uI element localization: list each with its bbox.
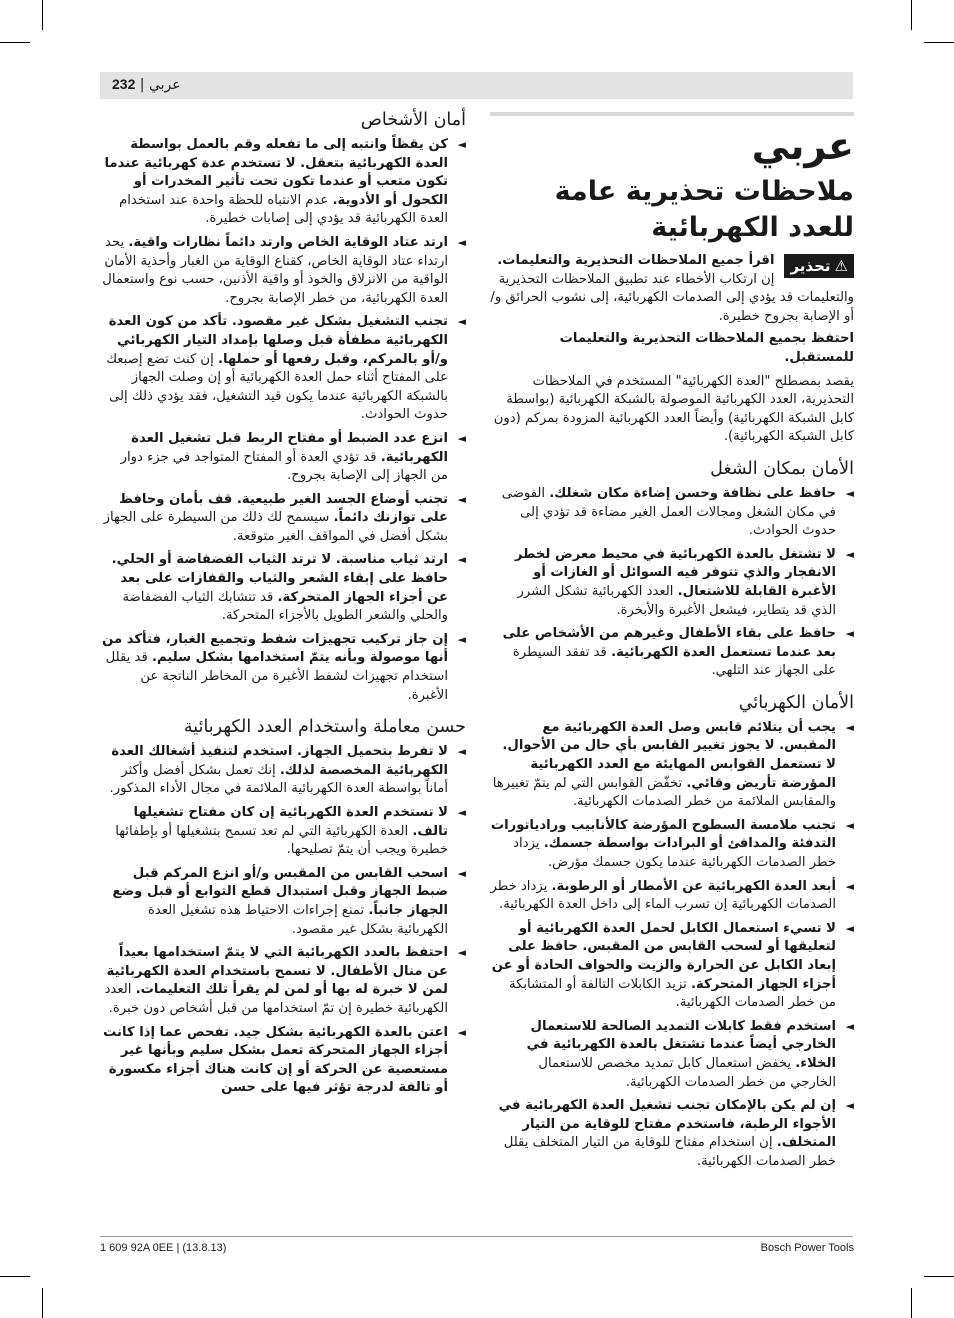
crop-mark [42,0,43,30]
electrical-list [490,719,854,1172]
list-item-bold: لا تستخدم العدة الكهربائية إن كان مفتاح تشغيلها تالف. [133,805,448,839]
list-item-text: العدد الكهربائية خطيرة إن تمّ استخدامها من قبل أشخاص دون خبرة. [104,982,448,1016]
list-item-text: قد يقلل استخدام تجهيزات لشفط الأغبرة من المخاطر الناتجة عن الأغبرة. [105,650,448,703]
list-item [100,313,466,425]
list-item-text: العدة الكهربائية التي لم تعد تسمح بتشغيلها أو بإطفائها خطيرة ويجب أن يتمّ تصليحها. [115,823,448,858]
list-item [490,817,854,873]
right-column [490,104,854,1177]
tool-use-list [100,743,466,1098]
list-item [490,546,854,620]
list-item [100,865,466,939]
list-item [490,625,854,681]
footer-brand: Bosch Power Tools [760,1242,854,1254]
list-item-bold: اسحب القابس من المقبس و/أو انزع المركم قبل ضبط الجهاز وقبل استبدال قطع التوابع أو قبل وضع الجهاز جانباً. [112,865,448,918]
crop-mark [911,1288,912,1318]
list-item-bold: حافظ على نظافة وحسن إضاءة مكان شغلك. [549,485,836,501]
list-item [490,485,854,541]
list-item [100,551,466,625]
warning-bold-text: اقرأ جميع الملاحظات التحذيرية والتعليمات. [497,253,775,268]
section-title-personal-safety: أمان الأشخاص [360,110,466,130]
warning-text: إن ارتكاب الأخطاء عند تطبيق الملاحظات التحذيرية والتعليمات قد يؤدي إلى الصدمات الكهربائية، إلى نشوب الحرائق و/أو الإصابة بجروح خطيرة. [490,271,854,324]
warning-badge [784,254,854,278]
list-item-text: يزداد خطر الصدمات الكهربائية إن تسرب الماء إلى داخل العدة الكهربائية. [490,878,836,913]
work-area-list [490,485,854,681]
list-item [100,136,466,229]
list-item-text: تزيد الكابلات التالفة أو المتشابكة من خطر الصدمات الكهربائية. [509,976,836,1011]
list-item-bold: كن يقظاً وانتبه إلى ما تفعله وقم بالعمل بواسطة العدة الكهربائية بتعقل. لا تستخدم عدة كهربائية عندما تكون متعب أو عندما تكون تحت تأثير المخدرات أو الكحول أو الأدوية. [104,137,448,208]
list-item-bold: لا تفرط بتحميل الجهاز. استخدم لتنفيذ أشغالك العدة الكهربائية المخصصة لذلك. [111,744,448,778]
footer-doc-id: 1 609 92A 0EE | (13.8.13) [100,1242,227,1254]
section-title-electrical: الأمان الكهربائي [738,692,854,713]
list-item [490,1097,854,1171]
personal-safety-list [100,136,466,705]
list-item [100,944,466,1018]
list-item-text: تخفّض القوابس التي لم يتمّ تغييرها والمقابس الملائمة من خطر الصدمات الكهربائية. [492,775,836,810]
divider [490,112,854,116]
list-item-bold: حافظ على بقاء الأطفال وغيرهم من الأشخاص على بعد عندما تستعمل العدة الكهربائية. [502,626,836,660]
list-item-bold: تجنب التشغيل بشكل غير مقصود. تأكد من كون العدة الكهربائية مطفأة قبل وصلها بإمداد التيار الكهربائي و/أو بالمركم، وقبل رفعها أو حملها. [108,314,448,367]
language-title: عربي [751,124,854,168]
keep-instructions-text: احتفظ بجميع الملاحظات التحذيرية والتعليمات للمستقبل. [559,331,854,365]
list-item-bold: تجنب ملامسة السطوح المؤرضة كالأنابيب ورادياتورات التدفئة والمدافئ أو البرادات بواسطة جسمك. [490,817,836,852]
list-item-bold: إن جاز تركيب تجهيزات شفط وتجميع الغبار، فتأكد من أنها موصولة وبأنه يتمّ استخدامها بشكل سليم. [102,631,448,666]
list-item-text: يحد ارتداء عتاد الوقاية الخاص، كقناع الوقاية من الغبار وأحذية الأمان الواقية من الانزلاق والخوذ أو واقية الأذنين، حسب نوع واستعمال العدة الكهربائية، من خطر الإصابة بجروح. [102,234,448,306]
list-item-bold: استخدم فقط كابلات التمديد الصالحة للاستعمال الخارجي أيضاً عندما تشتغل بالعدة الكهربائية في الخلاء. [526,1018,836,1071]
list-item-text: سيسمح لك ذلك من السيطرة على الجهاز بشكل أفضل في المواقف الغير متوقعة. [103,510,448,544]
list-item [100,430,466,486]
page-number-label: 232 | عربي [112,76,181,93]
main-title: ملاحظات تحذيرية عامة للعدد الكهربائية [554,176,854,243]
list-item-bold: لا تسيء استعمال الكابل لحمل العدة الكهربائية أو لتعليقها أو لسحب القابس من المقبس. حافظ على إبعاد الكابل عن الحرارة والزيت والحواف الحادة أو عن أجزاء الجهاز المتحركة. [491,920,836,992]
crop-mark [42,1288,43,1318]
page-number: 232 [112,76,136,92]
list-item-bold: تجنب أوضاع الجسد الغير طبيعية. قف بأمان وحافظ على توازنك دائماً. [119,491,448,526]
list-item-text: يزداد خطر الصدمات الكهربائية عندما يكون جسمك مؤرض. [513,836,836,871]
list-item-bold: اعتن بالعدة الكهربائية بشكل جيد. تفحص عما إذا كانت أجزاء الجهاز المتحركة تعمل بشكل سليم وبأنها غير مستعصية عن الحركة أو إن كانت هناك أجزاء مكسورة أو تالفة لدرجة تؤثر فيها على حسن [103,1024,448,1096]
section-title-work-area: الأمان بمكان الشغل [710,458,854,479]
left-column [100,104,466,1103]
list-item [490,719,854,812]
list-item-bold: لا تشتغل بالعدة الكهربائية في محيط معرض لخطر الانفجار والذي تتوفر فيه السوائل أو الغازات أو الأغبرة القابلة للاشتعال. [514,546,836,599]
warning-block [490,252,854,326]
warning-triangle-icon: ⚠ [834,257,848,275]
list-item-text: إنك تعمل بشكل أفضل وأكثر أماناً بواسطة العدة الكهربائية الملائمة في مجال الأداء المذكور. [109,762,448,797]
list-item [100,804,466,860]
list-item-text: يخفض استعمال كابل تمديد مخصص للاستعمال الخارجي من خطر الصدمات الكهربائية. [538,1055,836,1090]
list-item-bold: أبعد العدة الكهربائية عن الأمطار أو الرطوبة. [551,878,836,894]
list-item-bold: إن لم يكن بالإمكان تجنب تشغيل العدة الكهربائية في الأجواء الرطبة، فاستخدم مفتاح للوقاية من التيار المتخلف. [498,1098,836,1151]
list-item-bold: ارتد ثياب مناسبة. لا ترتد الثياب الفضفاضة أو الحلي. حافظ على إبقاء الشعر والثياب والقفازات على بعد عن أجزاء الجهاز المتحركة. [111,552,448,605]
list-item [490,920,854,1013]
list-item-text: إن استخدام مفتاح للوقاية من التيار المتخلف يقلل خطر الصدمات الكهربائية. [503,1135,836,1169]
list-item [100,234,466,308]
list-item [100,631,466,705]
definition-text: يقصد بمصطلح "العدة الكهربائية" المستخدم في الملاحظات التحذيرية، العدد الكهربائية الموصولة بالشبكة الكهربائية (بواسطة كابل الشبكة الكهربائية) وأيضاً العدد الكهربائية المزودة بمركم (دون كابل الشبكة الكهربائية). [493,373,854,445]
header-language: عربي [148,77,181,93]
crop-mark [924,1276,954,1277]
list-item-text: العدد الكهربائية تشكل الشرر الذي قد يتطاير، فيشعل الأغبرة والأبخرة. [517,583,836,618]
list-item-text: قد تفقد السيطرة على الجهاز عند التلهي. [512,644,836,679]
list-item [490,1018,854,1092]
list-item [100,1024,466,1098]
list-item-text: عدم الانتباه للحظة واحدة عند استخدام العدة الكهربائية قد يؤدي إلى إصابات خطيرة. [119,192,448,227]
list-item-text: الفوضى في مكان الشغل ومجالات العمل الغير مضاءة قد تؤدي إلى حدوث الحوادث. [501,485,836,539]
list-item [100,491,466,547]
crop-mark [0,1276,30,1277]
list-item [100,743,466,799]
footer-divider [100,1236,853,1237]
list-item-text: تمنع إجراءات الاحتياط هذه تشغيل العدة الكهربائية بشكل غير مقصود. [148,902,448,937]
keep-instructions [490,330,854,367]
crop-mark [0,42,30,43]
crop-mark [911,0,912,30]
list-item-bold: ارتد عتاد الوقاية الخاص وارتد دائماً نظارات واقية. [128,234,448,250]
crop-mark [924,42,954,43]
list-item-text: إن كنت تضع إصبعك على المفتاح أثناء حمل العدة الكهربائية أو إن وصلت الجهاز بالشبكة الكهربائية عندما يكون قيد التشغيل، فقد يؤدي ذلك إلى حدوث الحوادث. [106,351,448,423]
list-item-text: قد تتشابك الثياب الفضفاضة والحلي والشعر الطويل بالأجزاء المتحركة. [122,589,448,624]
list-item [490,878,854,915]
list-item-bold: احتفظ بالعدد الكهربائية التي لا يتمّ استخدامها بعيداً عن منال الأطفال. لا تسمح باستخدام العدة الكهربائية لمن لا خبرة له بها أو لمن لم يقرأ تلك التعليمات. [106,945,448,998]
list-item-bold: انزع عدد الضبط أو مفتاح الربط قبل تشغيل العدة الكهربائية. [131,430,448,465]
section-title-tool-use: حسن معاملة واستخدام العدد الكهربائية [183,717,466,738]
list-item-text: قد تؤدي العدة أو المفتاح المتواجد في جزء دوار من الجهاز إلى الإصابة بجروح. [120,449,448,484]
warning-badge-label: تحذير [790,257,831,275]
page-header [100,72,853,99]
list-item-bold: يجب أن يتلائم قابس وصل العدة الكهربائية مع المقبس. لا يجوز تغيير القابس بأي حال من الأحوال. لا تستعمل القوابس المهايئة مع العدد الكهربائية المؤرضة تأريض وقائي. [502,719,836,791]
